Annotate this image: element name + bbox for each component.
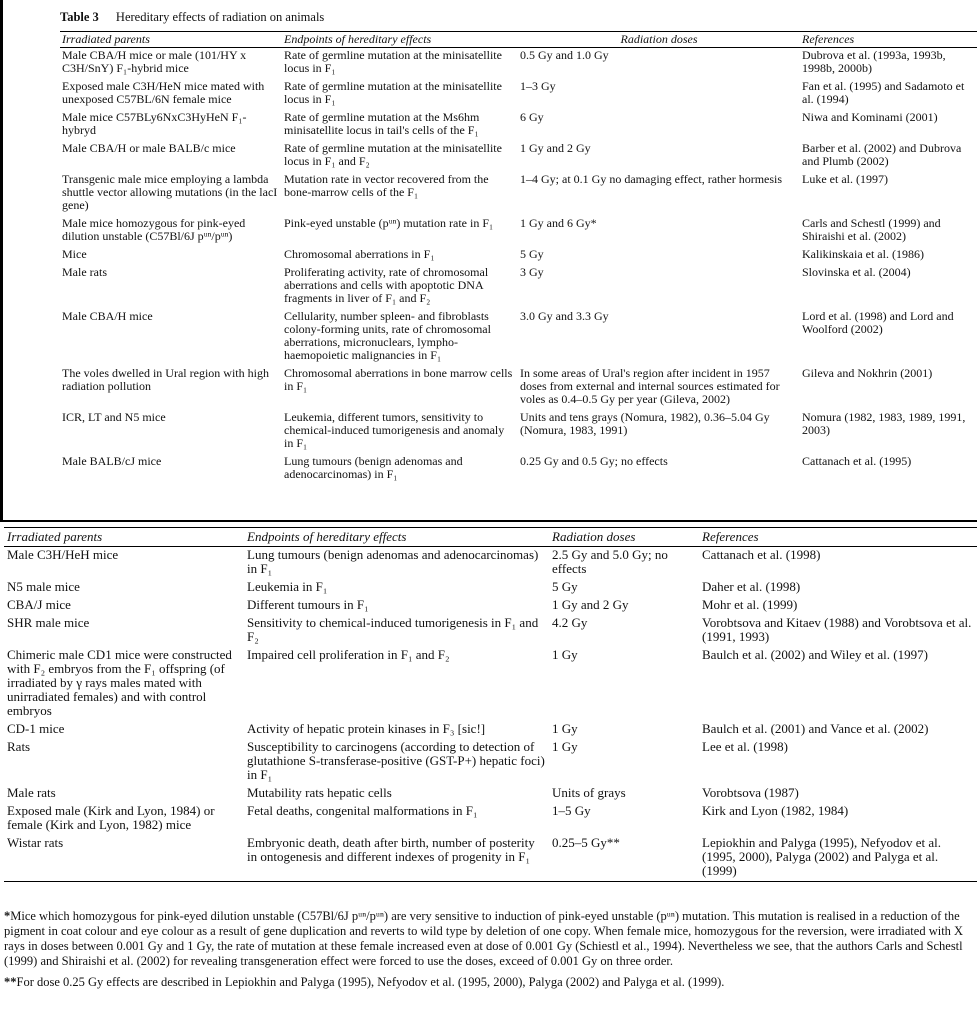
header-irradiated-parents: Irradiated parents xyxy=(62,32,150,46)
cell-radiation-dose: 0.25–5 Gy** xyxy=(552,835,620,850)
table-row xyxy=(4,739,977,785)
table-row xyxy=(4,803,977,835)
cell-irradiated-parents: Male mice C57BLy6NxC3HyHeN F₁-hybryd xyxy=(62,110,247,137)
cell-reference: Kalikinskaia et al. (1986) xyxy=(802,247,924,261)
table-title: Hereditary effects of radiation on animals xyxy=(115,10,325,24)
cell-reference: Barber et al. (2002) and Dubrova and Plumb (2002) xyxy=(802,141,962,168)
table-row xyxy=(60,141,977,172)
header-irradiated-parents: Irradiated parents xyxy=(7,529,103,544)
cell-irradiated-parents: Male mice homozygous for pink-eyed dilution unstable (C57Bl/6J pᵘⁿ/pᵘⁿ) xyxy=(62,216,246,243)
cell-endpoint: Fetal deaths, congenital malformations in F₁ xyxy=(247,803,478,818)
cell-reference: Slovinska et al. (2004) xyxy=(802,265,911,279)
footnote-double-asterisk xyxy=(4,975,970,990)
cell-radiation-dose: 4.2 Gy xyxy=(552,615,588,630)
cell-radiation-dose: 1–3 Gy xyxy=(520,79,556,93)
table-row xyxy=(4,835,977,882)
cell-irradiated-parents: CBA/J mice xyxy=(7,597,71,612)
cell-irradiated-parents: Wistar rats xyxy=(7,835,64,850)
cell-reference: Vorobtsova and Kitaev (1988) and Vorobtsova et al. (1991, 1993) xyxy=(702,615,972,644)
table-row xyxy=(4,615,977,647)
hereditary-effects-table-lower xyxy=(4,527,977,882)
table-row xyxy=(4,785,977,803)
cell-irradiated-parents: N5 male mice xyxy=(7,579,80,594)
cell-endpoint: Rate of germline mutation at the minisatellite locus in F₁ and F₂ xyxy=(284,141,502,168)
footnote-text: Mice which homozygous for pink-eyed dilution unstable (C57Bl/6J pᵘⁿ/pᵘⁿ) are very sensitive to induction of pink-eyed unstable (pᵘⁿ) mutation. This mutation is realised in a reduction of the pigment in coat colour and eye colour as a result of gene duplication and reverts to wild type by deletion of one copy. When female mice, homozygous for the reversion, were irradiated with X rays in doses between 0.001 Gy and 1 Gy, the rate of mutation at these female increased even at dose of 0.001 Gy (Schiestl et al., 1994). Nevertheless we see, that the authors Carls and Schestl (1999) and Shiraishi et al. (2002) for revealing transgeneration effect were forced to use the doses, exceed of 0.001 Gy on three order. xyxy=(4,909,964,968)
table-row xyxy=(60,172,977,216)
header-references: References xyxy=(802,32,855,46)
cell-endpoint: Susceptibility to carcinogens (according to detection of glutathione S-transferase-positive (GST-P+) hepatic foci) in F₁ xyxy=(247,739,545,782)
table-row xyxy=(60,79,977,110)
cell-endpoint: Impaired cell proliferation in F₁ and F₂ xyxy=(247,647,450,662)
table-row xyxy=(60,410,977,454)
table-header-row xyxy=(60,32,977,48)
cell-endpoint: Leukemia in F₁ xyxy=(247,579,328,594)
table-row xyxy=(60,454,977,485)
cell-reference: Kirk and Lyon (1982, 1984) xyxy=(702,803,849,818)
table-row xyxy=(4,721,977,739)
left-edge-bar xyxy=(0,0,3,521)
table-row xyxy=(60,366,977,410)
cell-radiation-dose: 5 Gy xyxy=(552,579,578,594)
cell-radiation-dose: 1 Gy xyxy=(552,739,578,754)
page-separator xyxy=(0,520,977,522)
hereditary-effects-table-upper xyxy=(60,31,977,485)
cell-radiation-dose: 0.5 Gy and 1.0 Gy xyxy=(520,48,609,62)
cell-endpoint: Activity of hepatic protein kinases in F₃ [sic!] xyxy=(247,721,486,736)
cell-endpoint: Sensitivity to chemical-induced tumorigenesis in F₁ and F₂ xyxy=(247,615,539,644)
table-block-upper xyxy=(60,0,977,485)
cell-reference: Fan et al. (1995) and Sadamoto et al. (1994) xyxy=(802,79,965,106)
cell-irradiated-parents: Mice xyxy=(62,247,87,261)
cell-irradiated-parents: Male C3H/HeH mice xyxy=(7,547,119,562)
cell-irradiated-parents: Transgenic male mice employing a lambda shuttle vector allowing mutations (in the lacI gene) xyxy=(62,172,278,212)
table-row xyxy=(60,247,977,265)
table-row xyxy=(60,110,977,141)
table-row xyxy=(60,265,977,309)
cell-radiation-dose: 0.25 Gy and 0.5 Gy; no effects xyxy=(520,454,668,468)
table-header-row xyxy=(4,528,977,547)
cell-radiation-dose: 1–4 Gy; at 0.1 Gy no damaging effect, rather hormesis xyxy=(520,172,783,186)
cell-endpoint: Rate of germline mutation at the minisatellite locus in F₁ xyxy=(284,48,502,75)
cell-endpoint: Lung tumours (benign adenomas and adenocarcinomas) in F₁ xyxy=(284,454,463,481)
cell-irradiated-parents: Male CBA/H mice or male (101/HY x C3H/SnY) F₁-hybrid mice xyxy=(62,48,247,75)
cell-endpoint: Mutation rate in vector recovered from the bone-marrow cells of the F₁ xyxy=(284,172,489,199)
footnote-text: For dose 0.25 Gy effects are described in Lepiokhin and Palyga (1995), Nefyodov et al. (1995, 2000), Palyga (2002) and Palyga et al. (1999). xyxy=(16,975,725,989)
header-endpoints: Endpoints of hereditary effects xyxy=(284,32,432,46)
cell-endpoint: Pink-eyed unstable (pᵘⁿ) mutation rate in F₁ xyxy=(284,216,494,230)
table-row xyxy=(60,216,977,247)
cell-reference: Cattanach et al. (1995) xyxy=(802,454,912,468)
cell-endpoint: Mutability rats hepatic cells xyxy=(247,785,392,800)
cell-endpoint: Chromosomal aberrations in F₁ xyxy=(284,247,435,261)
table-block-lower xyxy=(4,527,977,882)
cell-reference: Daher et al. (1998) xyxy=(702,579,801,594)
cell-endpoint: Leukemia, different tumors, sensitivity to chemical-induced tumorigenesis and anomaly in F₁ xyxy=(284,410,505,450)
cell-irradiated-parents: Male BALB/cJ mice xyxy=(62,454,162,468)
header-references: References xyxy=(702,529,759,544)
header-radiation-doses: Radiation doses xyxy=(552,529,636,544)
cell-radiation-dose: 1–5 Gy xyxy=(552,803,591,818)
cell-irradiated-parents: Male rats xyxy=(7,785,56,800)
table-number: Table 3 xyxy=(60,10,99,24)
cell-radiation-dose: 6 Gy xyxy=(520,110,544,124)
table-row xyxy=(4,647,977,721)
table-caption xyxy=(60,10,977,25)
cell-irradiated-parents: Rats xyxy=(7,739,31,754)
cell-radiation-dose: 1 Gy and 2 Gy xyxy=(520,141,591,155)
cell-reference: Luke et al. (1997) xyxy=(802,172,888,186)
cell-endpoint: Chromosomal aberrations in bone marrow cells in F₁ xyxy=(284,366,513,393)
cell-radiation-dose: 3 Gy xyxy=(520,265,544,279)
cell-reference: Baulch et al. (2001) and Vance et al. (2002) xyxy=(702,721,929,736)
cell-endpoint: Rate of germline mutation at the Ms6hm minisatellite locus in tail's cells of the F₁ xyxy=(284,110,480,137)
header-endpoints: Endpoints of hereditary effects xyxy=(247,529,407,544)
cell-reference: Vorobtsova (1987) xyxy=(702,785,799,800)
table-row xyxy=(60,48,977,80)
cell-radiation-dose: Units and tens grays (Nomura, 1982), 0.36–5.04 Gy (Nomura, 1983, 1991) xyxy=(520,410,770,437)
cell-irradiated-parents: Male CBA/H mice xyxy=(62,309,153,323)
table-body-lower xyxy=(4,547,977,882)
cell-reference: Niwa and Kominami (2001) xyxy=(802,110,938,124)
cell-irradiated-parents: The voles dwelled in Ural region with high radiation pollution xyxy=(62,366,269,393)
cell-irradiated-parents: SHR male mice xyxy=(7,615,90,630)
footnote-single-asterisk xyxy=(4,909,970,969)
cell-irradiated-parents: Male rats xyxy=(62,265,107,279)
cell-radiation-dose: 5 Gy xyxy=(520,247,544,261)
cell-radiation-dose: In some areas of Ural's region after incident in 1957 doses from external and internal sources estimated for voles as 0.4–0.5 Gy per year (Gileva, 2002) xyxy=(520,366,780,406)
cell-radiation-dose: 1 Gy and 6 Gy* xyxy=(520,216,597,230)
cell-reference: Baulch et al. (2002) and Wiley et al. (1997) xyxy=(702,647,928,662)
cell-radiation-dose: 1 Gy xyxy=(552,721,578,736)
cell-reference: Lee et al. (1998) xyxy=(702,739,788,754)
cell-reference: Dubrova et al. (1993a, 1993b, 1998b, 2000b) xyxy=(802,48,946,75)
cell-radiation-dose: 3.0 Gy and 3.3 Gy xyxy=(520,309,609,323)
cell-radiation-dose: Units of grays xyxy=(552,785,626,800)
cell-radiation-dose: 1 Gy xyxy=(552,647,578,662)
table-row xyxy=(4,579,977,597)
cell-reference: Carls and Schestl (1999) and Shiraishi et al. (2002) xyxy=(802,216,941,243)
cell-endpoint: Proliferating activity, rate of chromosomal aberrations and cells with apoptotic DNA fragments in liver of F₁ and F₂ xyxy=(284,265,489,305)
cell-reference: Lord et al. (1998) and Lord and Woolford (2002) xyxy=(802,309,954,336)
cell-reference: Mohr et al. (1999) xyxy=(702,597,798,612)
cell-endpoint: Rate of germline mutation at the minisatellite locus in F₁ xyxy=(284,79,502,106)
cell-radiation-dose: 1 Gy and 2 Gy xyxy=(552,597,629,612)
cell-endpoint: Embryonic death, death after birth, number of posterity in ontogenesis and different indexes of progenity in F₁ xyxy=(247,835,535,864)
cell-irradiated-parents: Exposed male C3H/HeN mice mated with unexposed C57BL/6N female mice xyxy=(62,79,265,106)
table-body-upper xyxy=(60,48,977,486)
cell-reference: Lepiokhin and Palyga (1995), Nefyodov et al. (1995, 2000), Palyga (2002) and Palyga et al. (1999) xyxy=(702,835,941,878)
footnote-marker: * xyxy=(4,909,11,923)
cell-irradiated-parents: CD-1 mice xyxy=(7,721,65,736)
cell-endpoint: Lung tumours (benign adenomas and adenocarcinomas) in F₁ xyxy=(247,547,539,576)
footnotes xyxy=(4,909,970,996)
cell-reference: Nomura (1982, 1983, 1989, 1991, 2003) xyxy=(802,410,966,437)
cell-radiation-dose: 2.5 Gy and 5.0 Gy; no effects xyxy=(552,547,668,576)
table-row xyxy=(60,309,977,366)
cell-irradiated-parents: Exposed male (Kirk and Lyon, 1984) or female (Kirk and Lyon, 1982) mice xyxy=(7,803,215,832)
cell-irradiated-parents: Chimeric male CD1 mice were constructed with F₂ embryos from the F₁ offspring (of irradiated by γ rays males mated with unirradiated females) and with control embryos xyxy=(7,647,232,718)
cell-reference: Gileva and Nokhrin (2001) xyxy=(802,366,933,380)
cell-irradiated-parents: Male CBA/H or male BALB/c mice xyxy=(62,141,236,155)
cell-endpoint: Cellularity, number spleen- and fibroblasts colony-forming units, rate of chromosomal aberrations, micronuclears, lympho-haemopoietic malignancies in F₁ xyxy=(284,309,491,362)
table-row xyxy=(4,547,977,580)
cell-reference: Cattanach et al. (1998) xyxy=(702,547,821,562)
footnote-marker: ** xyxy=(4,975,17,989)
header-radiation-doses: Radiation doses xyxy=(620,32,698,46)
cell-irradiated-parents: ICR, LT and N5 mice xyxy=(62,410,166,424)
cell-endpoint: Different tumours in F₁ xyxy=(247,597,369,612)
table-row xyxy=(4,597,977,615)
